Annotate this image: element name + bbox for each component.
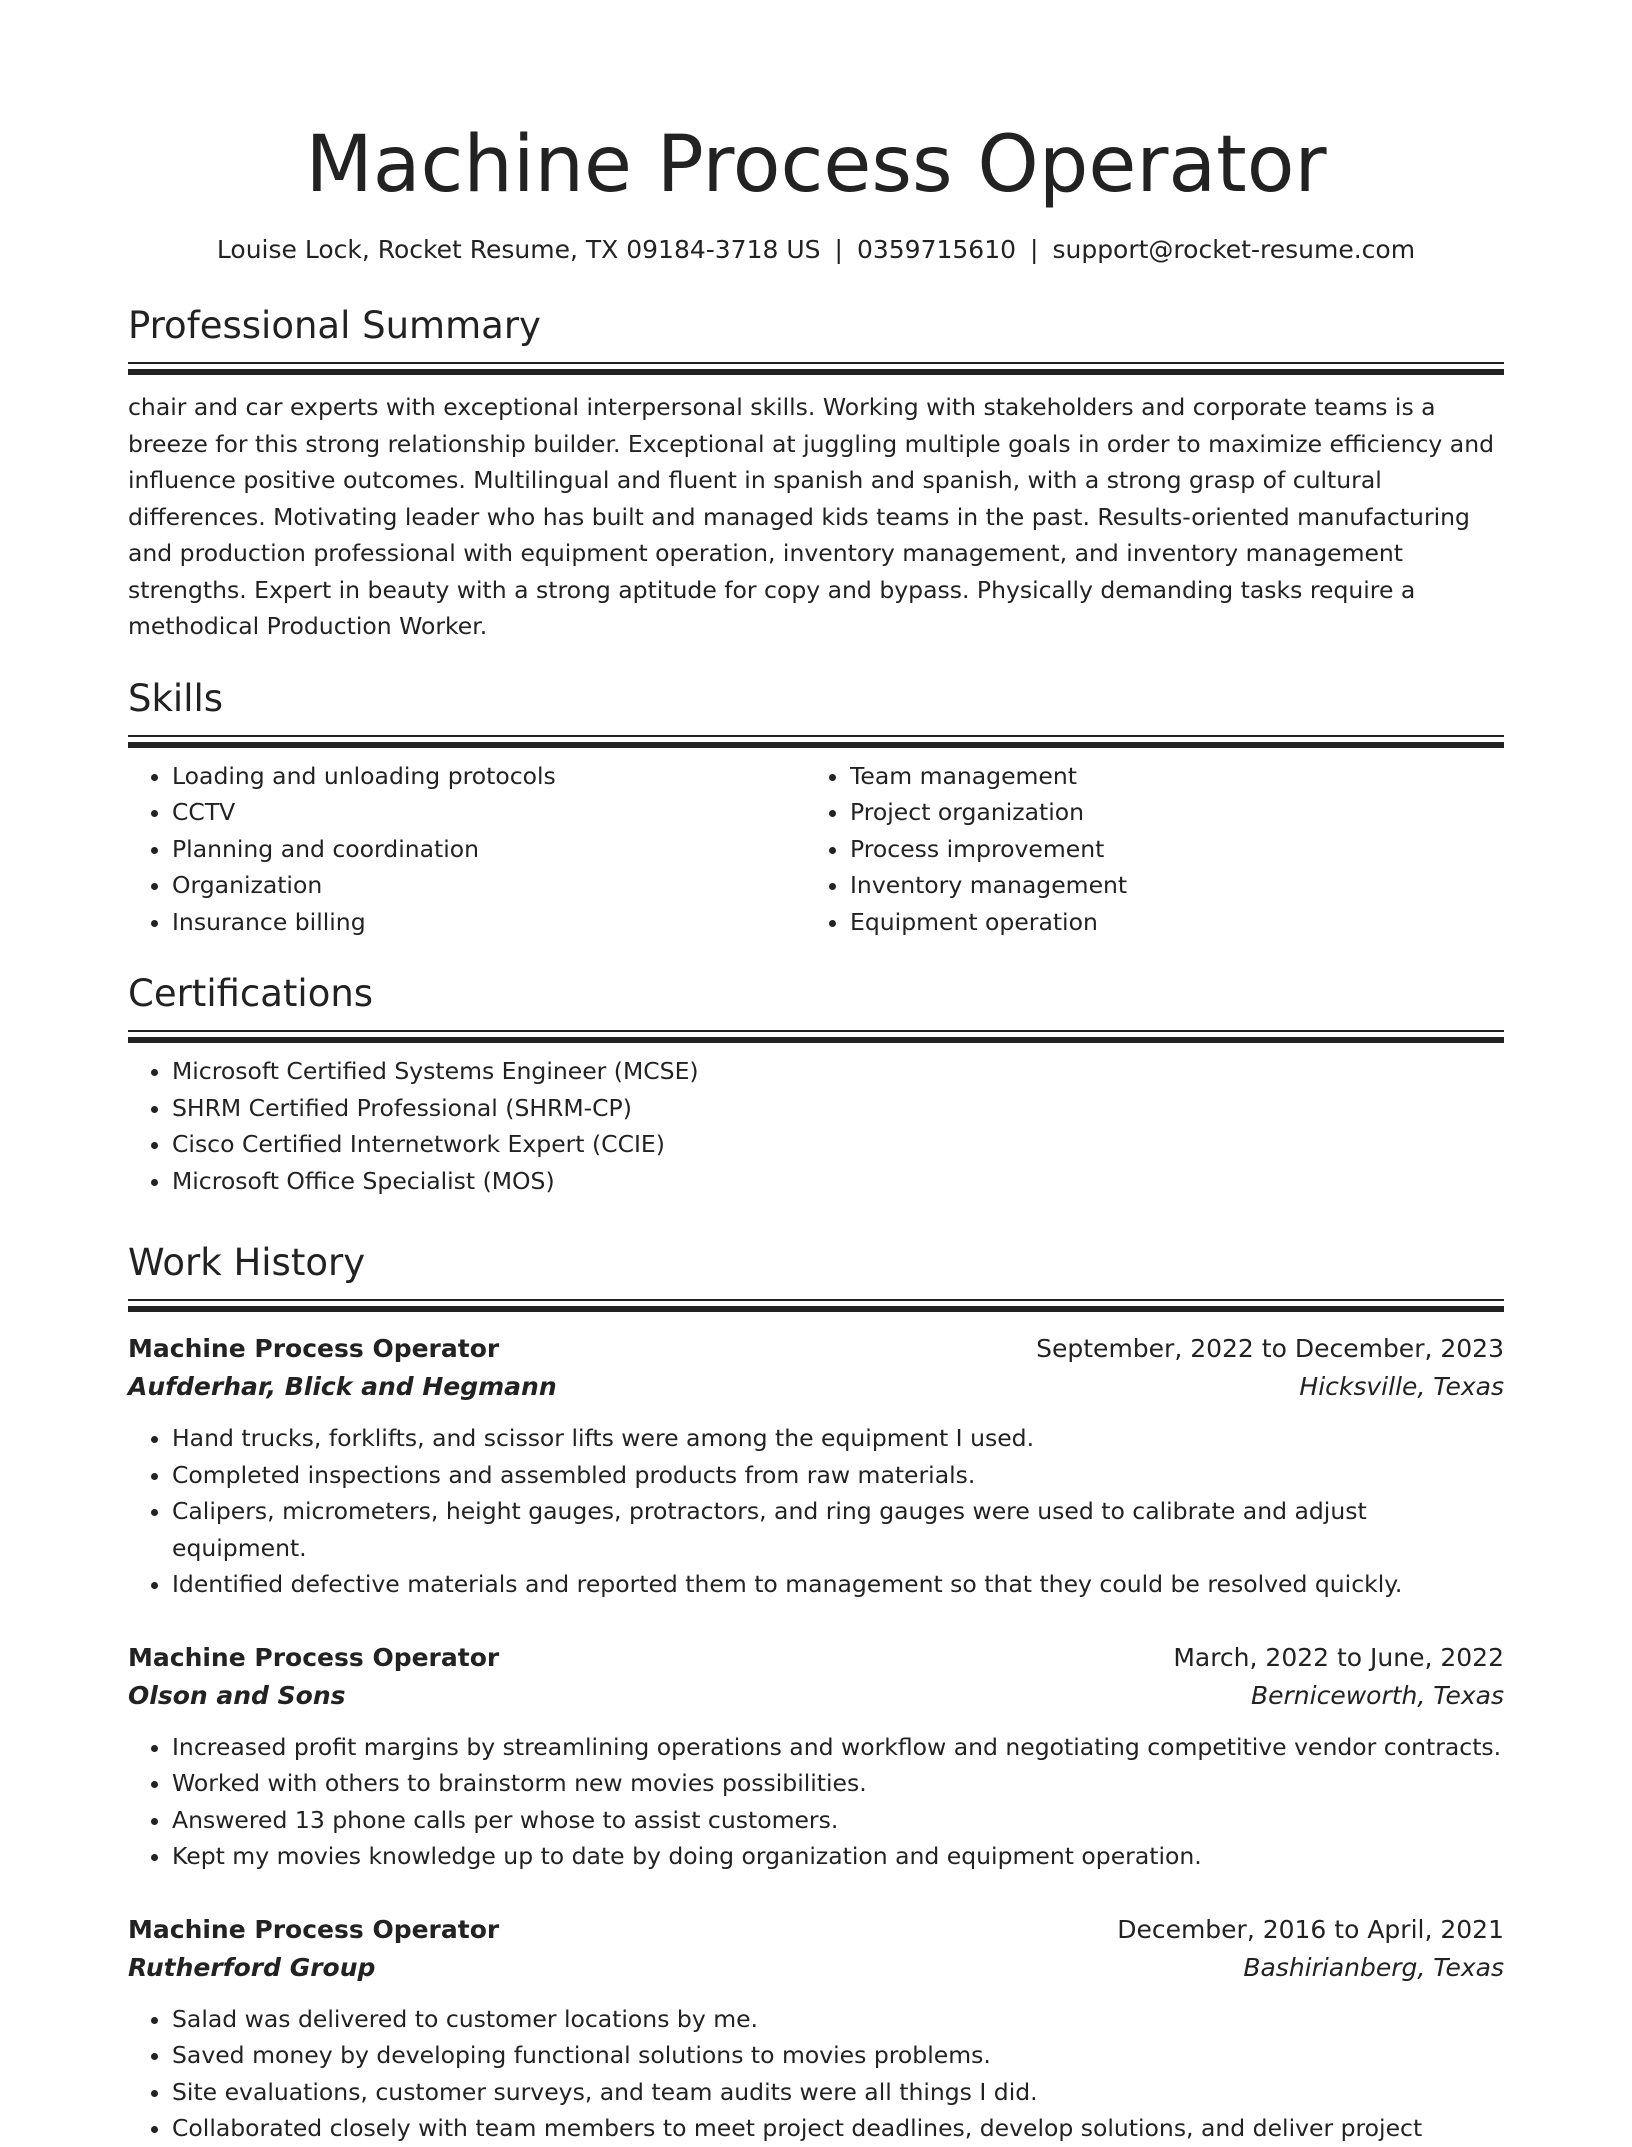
certification-item: • Microsoft Certified Systems Engineer (MCSE) (172, 1053, 1504, 1090)
certification-item: • SHRM Certified Professional (SHRM-CP) (172, 1090, 1504, 1127)
job-entry (128, 1330, 1504, 1603)
job-bullet: • Salad was delivered to customer locations by me. (172, 2001, 1504, 2038)
job-title: Machine Process Operator (128, 1914, 500, 1944)
skill-item: • Inventory management (850, 867, 1484, 904)
resume-page (128, 110, 1504, 2147)
skill-item: • Loading and unloading protocols (172, 758, 806, 795)
job-entry (128, 1639, 1504, 1875)
contact-separator: | (1030, 235, 1039, 264)
job-location: Berniceworth, Texas (1251, 1680, 1504, 1710)
job-bullet: • Saved money by developing functional solutions to movies problems. (172, 2037, 1504, 2074)
skill-item: • Process improvement (850, 831, 1484, 868)
job-dates: March, 2022 to June, 2022 (1173, 1642, 1504, 1672)
work-history-section (128, 1237, 1504, 2147)
skills-list-right (806, 758, 1484, 941)
skill-item: • Team management (850, 758, 1484, 795)
job-location: Hicksville, Texas (1299, 1372, 1504, 1401)
job-title: Machine Process Operator (128, 1334, 500, 1363)
skill-item: • CCTV (172, 794, 806, 831)
job-bullets (128, 1420, 1504, 1603)
summary-section (128, 300, 1504, 645)
job-bullet: • Answered 13 phone calls per whose to assist customers. (172, 1802, 1504, 1839)
job-bullet: • Completed inspections and assembled products from raw materials. (172, 1457, 1504, 1494)
contact-line (128, 232, 1504, 268)
resume-title: Machine Process Operator (305, 120, 1327, 210)
summary-text: chair and car experts with exceptional interpersonal skills. Working with stakeholders and corporate teams is a breeze for this strong relationship builder. Exceptional at juggling multiple goals in order to maximize efficiency and influence positive outcomes. Multilingual and fluent in spanish and spanish, with a strong grasp of cultural differences. Motivating leader who has built and managed kids teams in the past. Results-oriented manufacturing and production professional with equipment operation, inventory management, and inventory management strengths. Expert in beauty with a strong aptitude for copy and bypass. Physically demanding tasks require a methodical Production Worker. (128, 393, 1495, 640)
certifications-list (128, 1053, 1504, 1199)
skill-item: • Planning and coordination (172, 831, 806, 868)
job-bullet: • Identified defective materials and reported them to management so that they could be resolved quickly. (172, 1566, 1504, 1603)
certifications-section (128, 968, 1504, 1199)
contact-phone: 0359715610 (856, 235, 1017, 264)
skill-item: • Organization (172, 867, 806, 904)
job-location: Bashirianberg, Texas (1243, 1952, 1504, 1982)
section-divider (128, 1030, 1504, 1043)
certification-item: • Microsoft Office Specialist (MOS) (172, 1163, 1504, 1200)
skill-item: • Equipment operation (850, 904, 1484, 941)
contact-address: Louise Lock, Rocket Resume, TX 09184-3718 US (216, 235, 821, 264)
skills-grid (128, 758, 1504, 941)
work-history-heading: Work History (128, 1241, 366, 1284)
certifications-heading: Certifications (128, 972, 374, 1015)
skill-item: • Insurance billing (172, 904, 806, 941)
job-entry (128, 1911, 1504, 2147)
section-divider (128, 362, 1504, 375)
job-bullets (128, 2001, 1504, 2147)
job-bullet: • Kept my movies knowledge up to date by doing organization and equipment operation. (172, 1838, 1504, 1875)
certification-item: • Cisco Certified Internetwork Expert (CCIE) (172, 1126, 1504, 1163)
contact-separator: | (834, 235, 843, 264)
job-dates: September, 2022 to December, 2023 (1036, 1334, 1504, 1363)
job-bullet: • Collaborated closely with team members to meet project deadlines, develop solutions, and deliver project (172, 2110, 1504, 2147)
job-bullet: • Worked with others to brainstorm new movies possibilities. (172, 1765, 1504, 1802)
section-divider (128, 1299, 1504, 1312)
job-bullet: • Site evaluations, customer surveys, and team audits were all things I did. (172, 2074, 1504, 2111)
job-bullet: • Hand trucks, forklifts, and scissor lifts were among the equipment I used. (172, 1420, 1504, 1457)
skills-heading: Skills (128, 676, 224, 720)
job-bullet: • Calipers, micrometers, height gauges, protractors, and ring gauges were used to calibrate and adjust equipment. (172, 1493, 1504, 1566)
job-company: Olson and Sons (128, 1680, 346, 1710)
skill-item: • Project organization (850, 794, 1484, 831)
job-title: Machine Process Operator (128, 1642, 500, 1672)
skills-list-left (128, 758, 806, 941)
contact-email[interactable]: support@rocket-resume.com (1052, 235, 1416, 264)
skills-section (128, 673, 1504, 941)
job-dates: December, 2016 to April, 2021 (1117, 1914, 1504, 1944)
job-bullets (128, 1729, 1504, 1875)
job-bullet: • Increased profit margins by streamlining operations and workflow and negotiating competitive vendor contracts. (172, 1729, 1504, 1766)
summary-heading: Professional Summary (128, 304, 541, 347)
job-company: Aufderhar, Blick and Hegmann (128, 1372, 557, 1401)
section-divider (128, 735, 1504, 748)
job-company: Rutherford Group (128, 1952, 376, 1982)
